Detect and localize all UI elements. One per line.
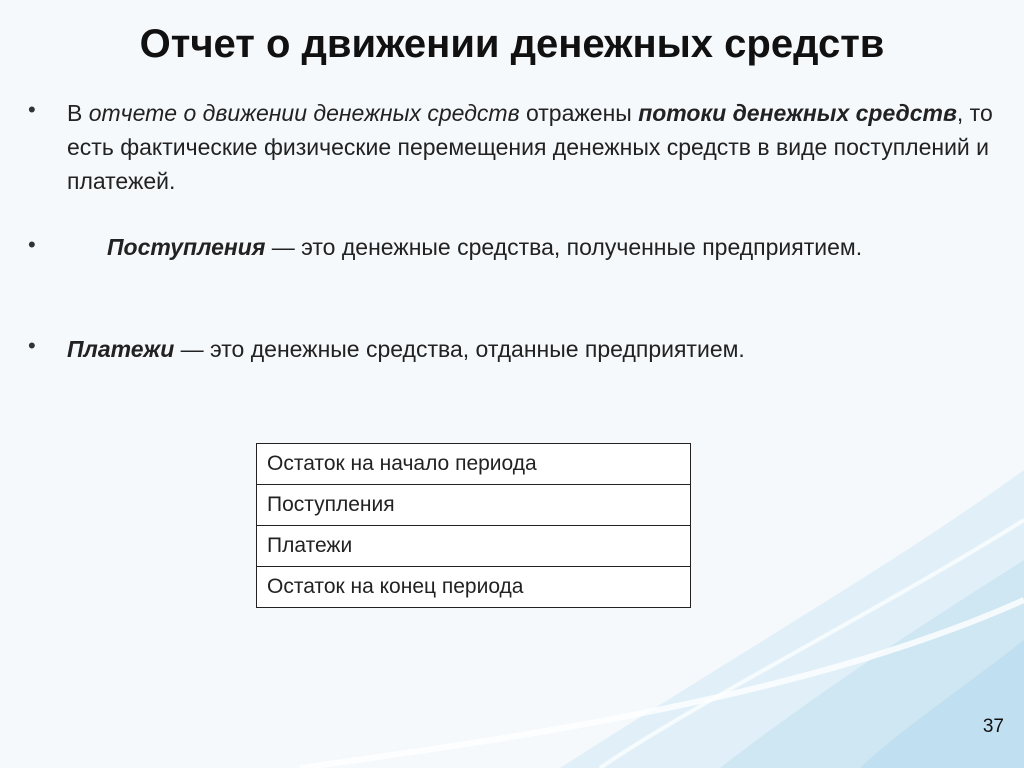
- table-row: [257, 485, 691, 526]
- table-row: [257, 526, 691, 567]
- bold-italic-term: Платежи: [67, 336, 175, 362]
- bullet-paragraph-1: [67, 96, 1002, 198]
- bullet-marker: •: [28, 232, 36, 257]
- bold-italic-term: потоки денежных средств: [638, 100, 957, 126]
- bullet-marker: •: [28, 97, 36, 122]
- text-segment: — это денежные средства, полученные предприятием.: [265, 234, 863, 260]
- text-segment: отражены: [519, 100, 639, 126]
- table-cell: Поступления: [257, 485, 691, 526]
- table-cell: Платежи: [257, 526, 691, 567]
- text-segment: В: [67, 100, 89, 126]
- cash-flow-table: [256, 443, 691, 608]
- bullet-marker: •: [28, 333, 36, 358]
- table-cell: Остаток на конец периода: [257, 567, 691, 608]
- table-row: [257, 444, 691, 485]
- bullet-paragraph-2: [67, 230, 1002, 264]
- slide-title: Отчет о движении денежных средств: [139, 22, 885, 66]
- text-segment: — это денежные средства, отданные предприятием.: [174, 336, 745, 362]
- table-cell: Остаток на начало периода: [257, 444, 691, 485]
- bold-italic-term: Поступления: [107, 234, 266, 260]
- italic-term: отчете о движении денежных средств: [88, 100, 520, 126]
- bullet-paragraph-3: [67, 332, 1002, 366]
- text-segment: , то есть фактические физические перемещения денежных средств в виде поступлений и платежей.: [67, 100, 993, 194]
- table-row: [257, 567, 691, 608]
- page-number: 37: [982, 716, 1004, 737]
